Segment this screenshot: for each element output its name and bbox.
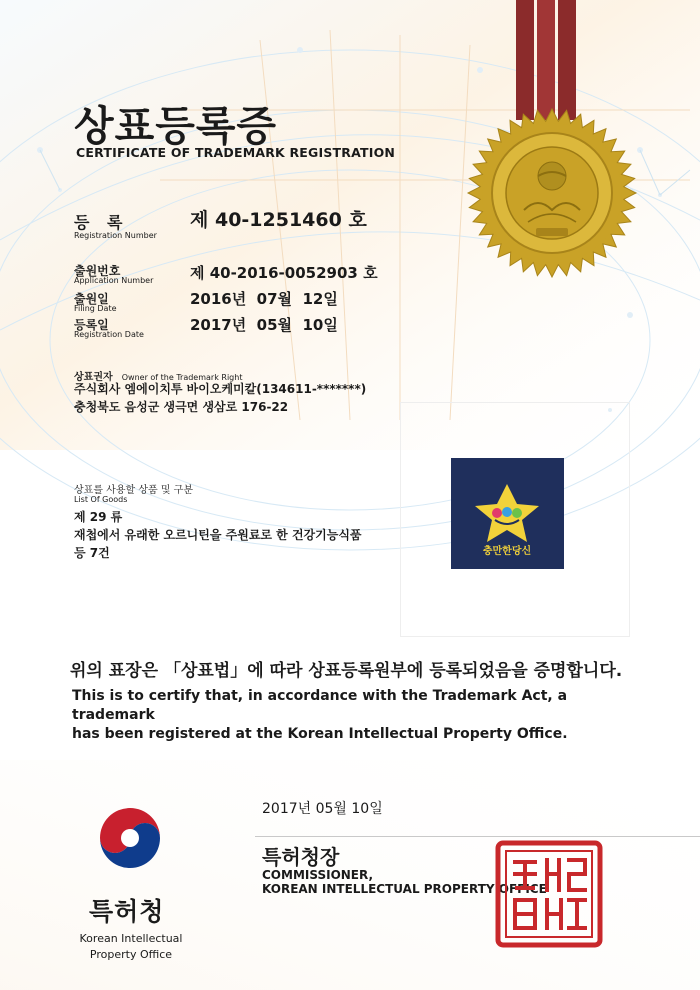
commissioner-en-line1: COMMISSIONER, bbox=[262, 868, 374, 882]
office-en-line1: Korean Intellectual bbox=[79, 932, 183, 945]
registration-date-label-ko: 등록일 bbox=[74, 318, 109, 332]
office-name-ko: 특허청 bbox=[89, 897, 165, 926]
application-label-en: Application Number bbox=[74, 276, 154, 285]
filing-date-label-en: Filing Date bbox=[74, 304, 117, 313]
goods-class: 제 29 류 bbox=[74, 510, 123, 524]
application-label-ko: 출원번호 bbox=[74, 264, 121, 278]
goods-label-ko: 상표를 사용할 상품 및 구분 bbox=[74, 485, 193, 496]
goods-label-en: List Of Goods bbox=[74, 495, 128, 504]
trademark-image bbox=[451, 458, 564, 569]
signature-divider bbox=[255, 836, 700, 837]
registration-label-ko: 등 록 bbox=[74, 213, 129, 232]
certification-en-line1: This is to certify that, in accordance with the Trademark Act, a trademark bbox=[72, 688, 568, 723]
trademark-text: 충만한당신 bbox=[482, 546, 532, 557]
certificate-title-ko: 상표등록증 bbox=[74, 102, 278, 150]
registration-date: 2017년 05월 10일 bbox=[190, 316, 338, 334]
issue-date: 2017년 05월 10일 bbox=[262, 801, 383, 817]
application-number: 제 40-2016-0052903 호 bbox=[190, 264, 378, 282]
official-stamp-icon bbox=[495, 840, 603, 948]
commissioner-en-line2: KOREAN INTELLECTUAL PROPERTY OFFICE bbox=[262, 882, 547, 896]
star-logo-icon bbox=[451, 458, 564, 569]
owner-label-ko: 상표권자 bbox=[74, 372, 113, 383]
goods-description-count: 등 7건 bbox=[74, 546, 110, 560]
office-en-line2: Property Office bbox=[89, 948, 173, 961]
kipo-taegeuk-logo-icon bbox=[92, 800, 168, 876]
owner-name: 주식회사 엠에이치투 바이오케미칼(134611-*******) bbox=[74, 382, 367, 396]
owner-address: 충청북도 음성군 생극면 생삼로 176-22 bbox=[74, 400, 289, 414]
registration-number: 제 40-1251460 호 bbox=[190, 209, 367, 231]
goods-description: 재첩에서 유래한 오르니틴을 주원료로 한 건강기능식품 bbox=[74, 528, 362, 542]
office-name-en bbox=[56, 931, 206, 963]
registration-label-en: Registration Number bbox=[74, 231, 157, 240]
certification-en-line2: has been registered at the Korean Intellectual Property Office. bbox=[72, 726, 568, 742]
filing-date-label-ko: 출원일 bbox=[74, 292, 109, 306]
owner-label-en: Owner of the Trademark Right bbox=[121, 373, 243, 382]
filing-date: 2016년 07월 12일 bbox=[190, 290, 338, 308]
gold-seal-icon bbox=[466, 0, 638, 285]
certificate-title-en: CERTIFICATE OF TRADEMARK REGISTRATION bbox=[76, 145, 396, 160]
certification-en bbox=[72, 687, 632, 744]
certification-ko: 위의 표장은 「상표법」에 따라 상표등록원부에 등록되었음을 증명합니다. bbox=[70, 661, 623, 681]
registration-date-label-en: Registration Date bbox=[74, 330, 144, 339]
commissioner-title-ko: 특허청장 bbox=[262, 845, 340, 869]
